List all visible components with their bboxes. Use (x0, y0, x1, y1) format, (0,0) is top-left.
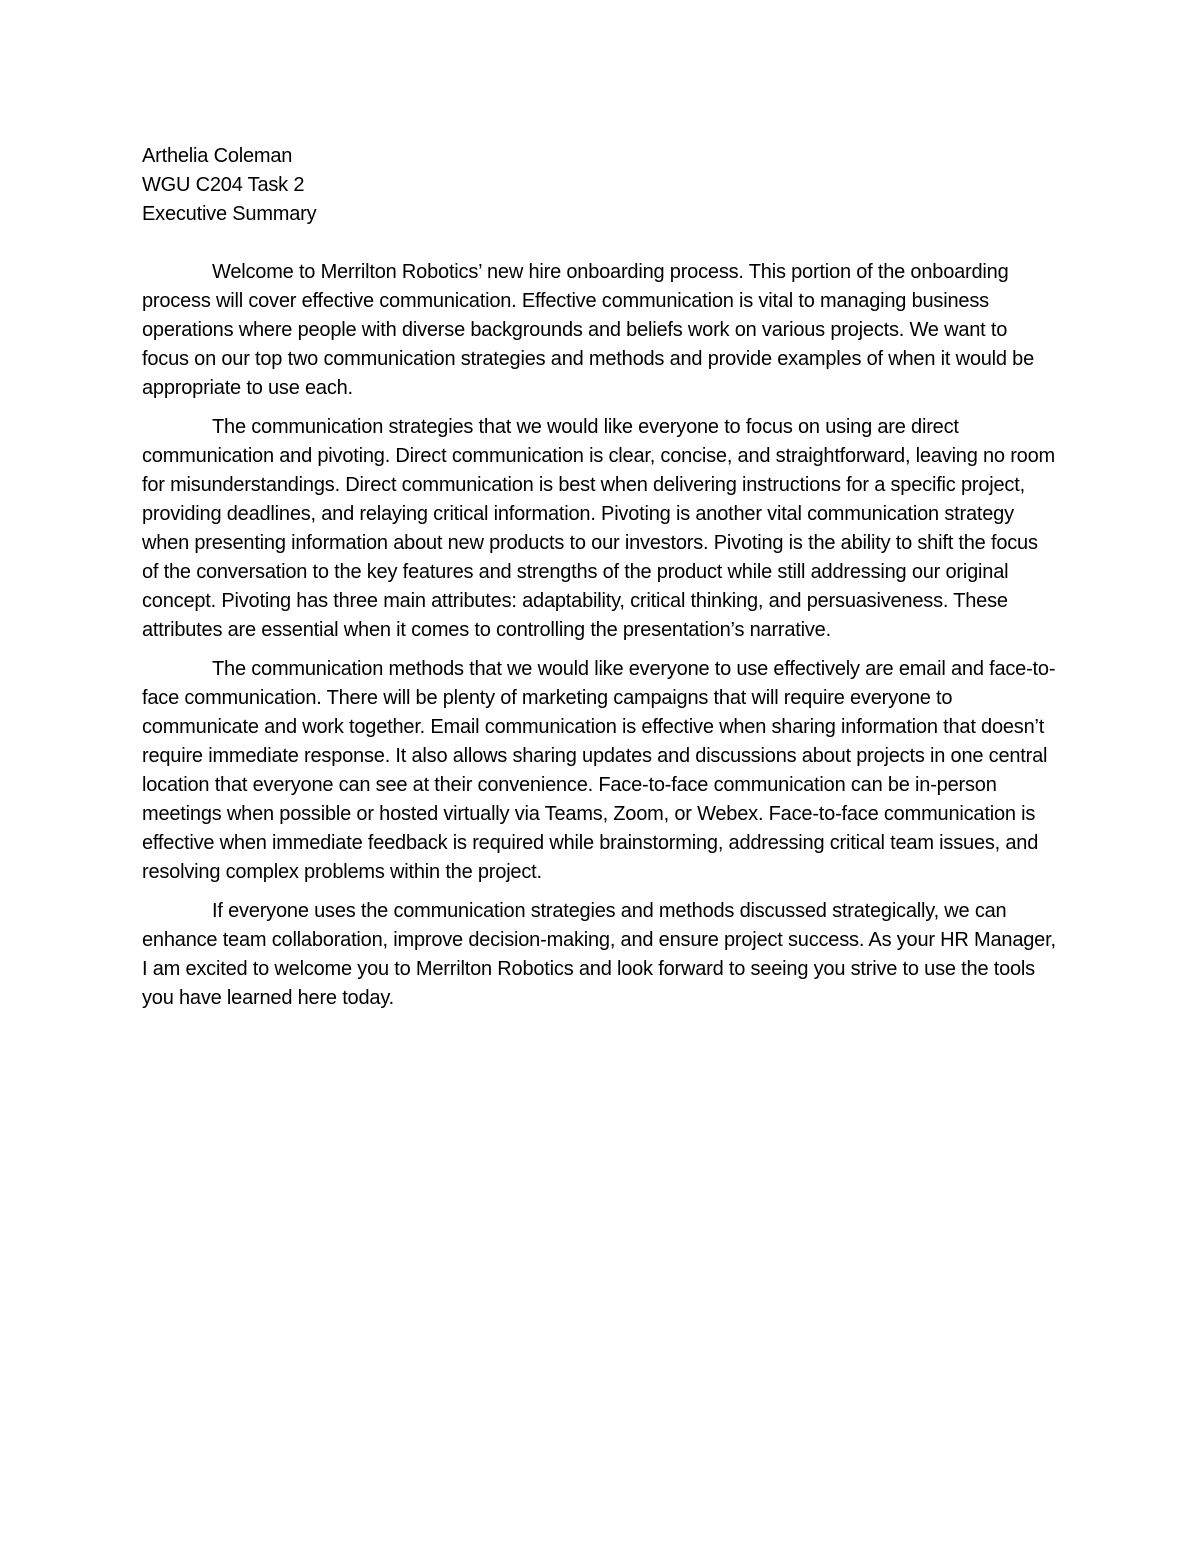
document-body (142, 142, 1058, 1023)
paragraph-methods: The communication methods that we would like everyone to use effectively are email and face-to-face communication. There will be plenty of marketing campaigns that will require everyone to communicate and work together. Email communication is effective when sharing information that doesn’t require immediate response. It also allows sharing updates and discussions about projects in one central location that everyone can see at their convenience. Face-to-face communication can be in-person meetings when possible or hosted virtually via Teams, Zoom, or Webex. Face-to-face communication is effective when immediate feedback is required while brainstorming, addressing critical team issues, and resolving complex problems within the project. (142, 658, 1056, 883)
document-title: Executive Summary (142, 203, 317, 225)
paragraph-strategies: The communication strategies that we would like everyone to focus on using are direct communication and pivoting. Direct communication is clear, concise, and straightforward, leaving no room for misunderstandings. Direct communication is best when delivering instructions for a specific project, providing deadlines, and relaying critical information. Pivoting is another vital communication strategy when presenting information about new products to our investors. Pivoting is the ability to shift the focus of the conversation to the key features and strengths of the product while still addressing our original concept. Pivoting has three main attributes: adaptability, critical thinking, and persuasiveness. These attributes are essential when it comes to controlling the presentation’s narrative. (142, 416, 1055, 641)
paragraph-intro: Welcome to Merrilton Robotics’ new hire onboarding process. This portion of the onboarding process will cover effective communication. Effective communication is vital to managing business operations where people with diverse backgrounds and beliefs work on various projects. We want to focus on our top two communication strategies and methods and provide examples of when it would be appropriate to use each. (142, 261, 1035, 399)
course-label: WGU C204 Task 2 (142, 174, 305, 196)
header-spacer (142, 229, 1058, 258)
paragraph-conclusion: If everyone uses the communication strategies and methods discussed strategically, we can enhance team collaboration, improve decision-making, and ensure project success. As your HR Manager, I am excited to welcome you to Merrilton Robotics and look forward to seeing you strive to use the tools you have learned here today. (142, 900, 1056, 1009)
author-name: Arthelia Coleman (142, 145, 293, 167)
